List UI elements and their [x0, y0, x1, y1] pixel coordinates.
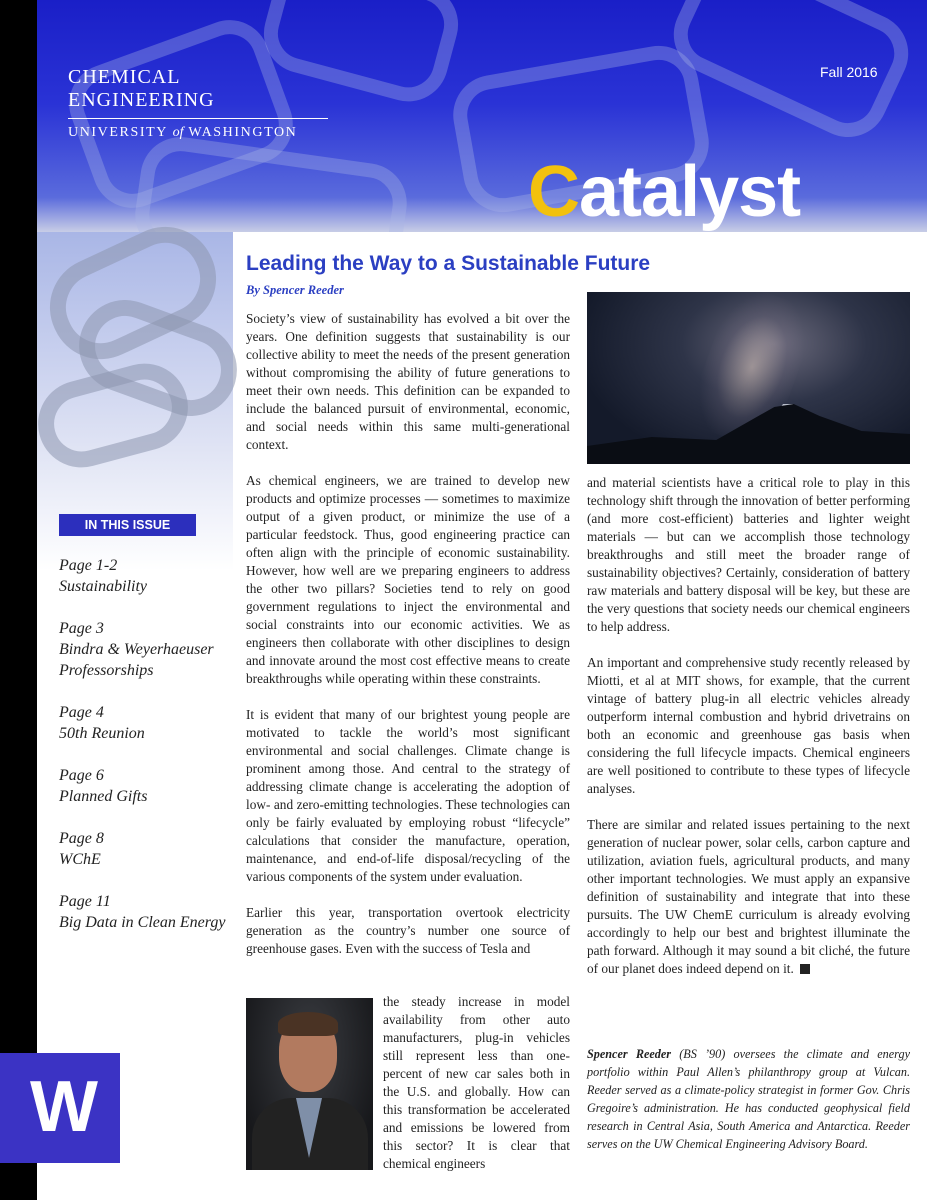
- toc-topic: Sustainability: [59, 578, 147, 595]
- paragraph: Society’s view of sustainability has evolved a bit over the years. One definition suggests that sustainability is our collective ability to meet the needs of the present generation without compromising the ability of future generations to meet their own needs. This definition can be expanded to include the balanced pursuit of environmental, economic, and social needs within this same multi-generational context.: [246, 311, 570, 452]
- toc-topic: Big Data in Clean Energy: [59, 914, 226, 931]
- paragraph: An important and comprehensive study recently released by Miotti, et al at MIT shows, for example, that the current vintage of battery plug-in all electric vehicles already outperform internal combustion and hybrid drivetrains on both an economic and greenhouse gas basis when considering the full lifecycle impacts. Chemical engineers are well positioned to contribute to these types of lifecycle analyses.: [587, 655, 910, 796]
- masthead-title: [528, 152, 801, 232]
- article-byline: By Spencer Reeder: [246, 283, 344, 297]
- toc-page: Page 6: [59, 767, 104, 784]
- toc-page: Page 3: [59, 620, 104, 637]
- toc-topic: Planned Gifts: [59, 788, 148, 805]
- toc-topic: Bindra & Weyerhaeuser Professorships: [59, 641, 214, 679]
- university-name: UNIVERSITY of WASHINGTON: [68, 125, 298, 140]
- author-bio: [587, 1045, 910, 1153]
- toc-page: Page 8: [59, 830, 104, 847]
- article-headline: Leading the Way to a Sustainable Future: [246, 252, 651, 275]
- masthead-initial: C: [528, 152, 579, 232]
- paragraph: and material scientists have a critical role to play in this technology shift through the innovation of better performing (and more cost-efficient) batteries and lighter weight materials — but can we accomplish those technology breakthroughs and still meet the broader range of sustainability objectives? Certainly, consideration of battery raw materials and battery disposal will be key, but these are the very questions that society needs our chemical engineers to help address.: [587, 475, 910, 634]
- article-column-2: [587, 474, 910, 978]
- toc-item[interactable]: [59, 828, 229, 870]
- toc-item[interactable]: [59, 891, 229, 933]
- bio-text: (BS ’90) oversees the climate and energy portfolio within Paul Allen’s philanthropy group at Vulcan. Reeder served as a climate-policy strategist in former Gov. Chris Gregoire’s administration. He has conducted geophysical field research in Central Asia, South America and Antarctica. Reeder serves on the UW Chemical Engineering Advisory Board.: [587, 1047, 910, 1151]
- table-of-contents: [59, 555, 229, 954]
- in-this-issue-label: IN THIS ISSUE: [59, 514, 196, 536]
- toc-topic: WChE: [59, 851, 101, 868]
- author-portrait: [246, 998, 373, 1170]
- article-column-1: [246, 310, 570, 958]
- toc-item[interactable]: [59, 702, 229, 744]
- uw-logo: [0, 1053, 120, 1163]
- paragraph: As chemical engineers, we are trained to develop new products and optimize processes — sometimes to maximize output of a given product, or minimize the use of a particular feedstock. Thus, good engineering practice can often align with the principle of economic sustainability. However, how well are we preparing engineers to address the other two pillars? Societies tend to rely on good government regulations to inject the environmental and social constraints into our economic activities. We as engineers then collaborate with other disciplines to design and innovate around the most cost effective means to create breakthroughs while operating within these constraints.: [246, 473, 570, 686]
- end-of-article-mark: [800, 964, 810, 974]
- paragraph-final: There are similar and related issues pertaining to the next generation of nuclear power, solar cells, carbon capture and utilization, aviation fuels, agricultural products, and many other important technologies. We must apply an expansive definition of sustainability and integrate that into these pursuits. The UW ChemE curriculum is already evolving accordingly to help our best and brightest illuminate the path forward. Although it may sound a bit cliché, the future of our planet does indeed depend on it.: [587, 817, 910, 976]
- toc-page: Page 1-2: [59, 557, 118, 574]
- bio-name: Spencer Reeder: [587, 1047, 672, 1061]
- toc-item[interactable]: [59, 555, 229, 597]
- toc-page: Page 11: [59, 893, 111, 910]
- toc-page: Page 4: [59, 704, 104, 721]
- toc-item[interactable]: [59, 765, 229, 807]
- portrait-hair: [278, 1012, 338, 1036]
- wrapped-paragraph: the steady increase in model availability from other auto manufacturers, plug-in vehicles still represent less than one-percent of new car sales both in the U.S. and globally. How can this transformation be accelerated and emissions be lowered from this sector? It is clear that chemical engineers: [383, 994, 570, 1171]
- toc-topic: 50th Reunion: [59, 725, 145, 742]
- uw-logo-letter: W: [30, 1067, 98, 1147]
- department-name: CHEMICAL ENGINEERING: [68, 66, 328, 119]
- issue-date: Fall 2016: [820, 64, 878, 80]
- toc-item[interactable]: [59, 618, 229, 681]
- paragraph: Earlier this year, transportation overtook electricity generation as the country’s number one source of greenhouse gases. Even with the success of Tesla and: [246, 905, 570, 956]
- milky-way-mountain-photo: [587, 292, 910, 464]
- masthead-rest: atalyst: [579, 152, 801, 232]
- left-black-strip: [0, 0, 37, 1200]
- department-logo: [68, 66, 328, 141]
- paragraph: It is evident that many of our brightest young people are motivated to tackle the world’s most significant environmental and social challenges. Climate change is prominent among those. And central to the strategy of addressing climate change is accelerating the adoption of low- and zero-emitting technologies. These technologies can only be fairly evaluated by employing robust “lifecycle” calculations that consider the manufacture, operation, maintenance, and end-of-life disposal/recycling of the various components of the system under evaluation.: [246, 707, 570, 884]
